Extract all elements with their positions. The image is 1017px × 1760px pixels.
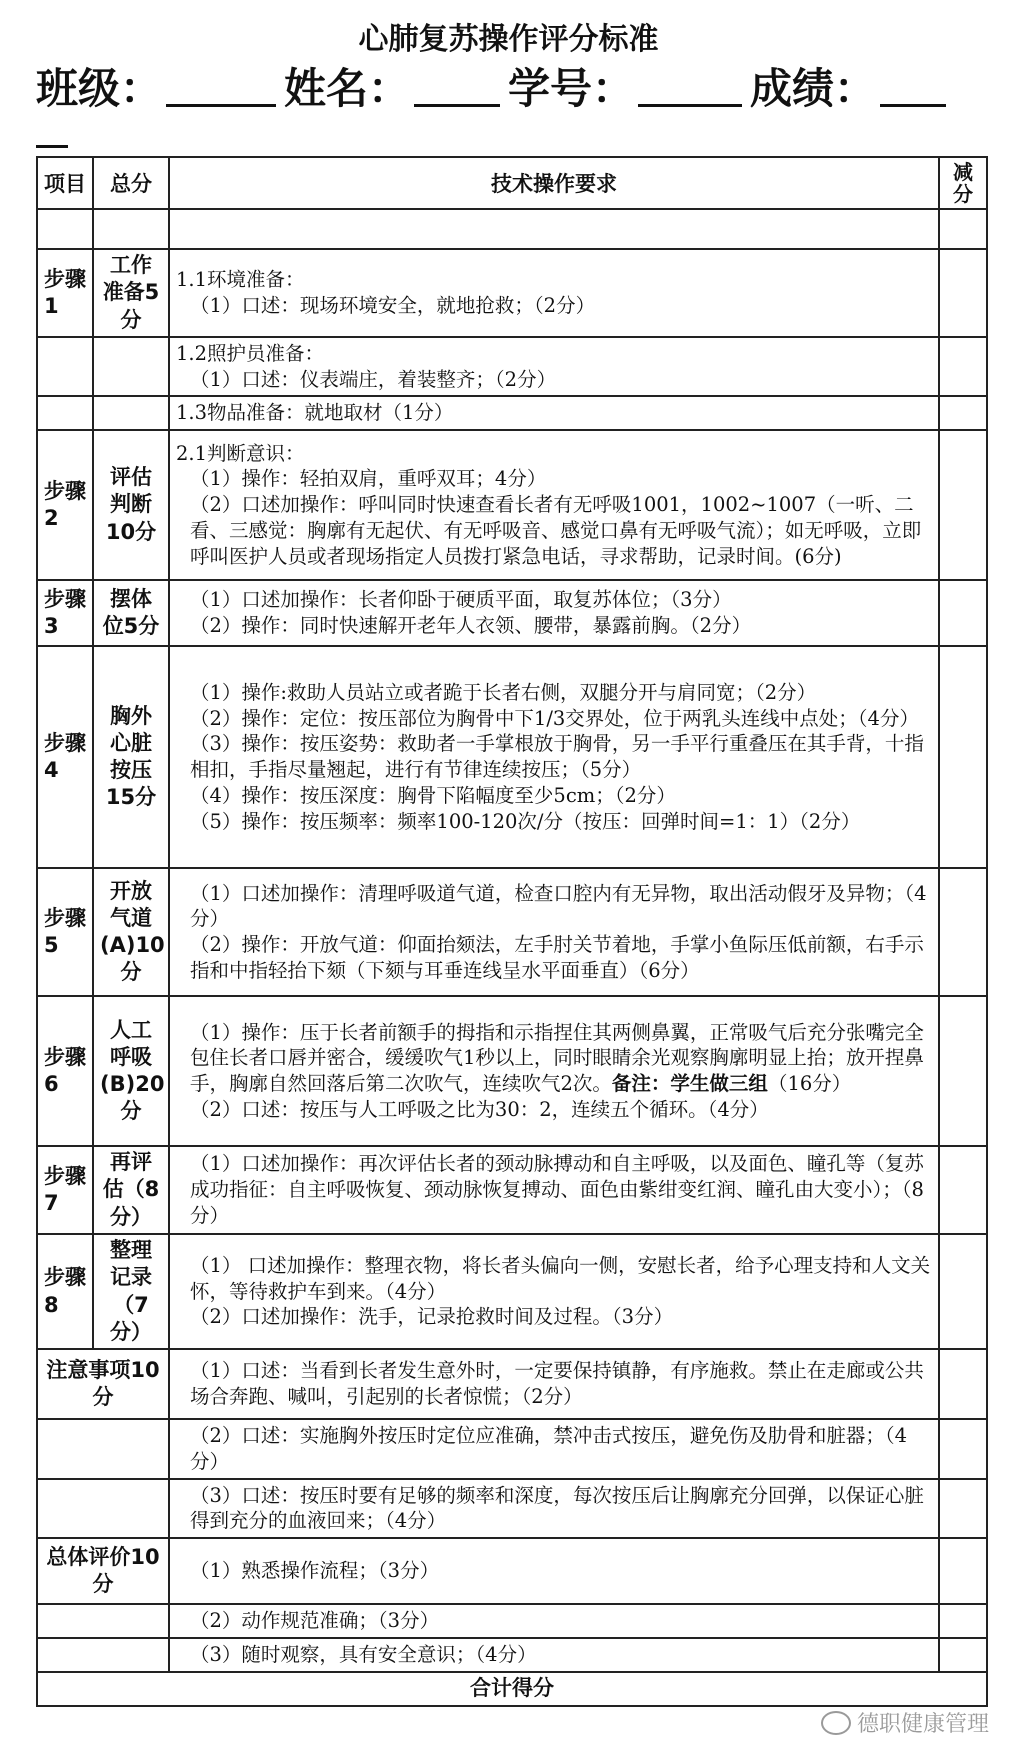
student-info-line bbox=[36, 56, 987, 116]
name-label: 姓名： bbox=[284, 64, 411, 113]
table-row bbox=[37, 996, 987, 1146]
requirement-cell: （2）口述：实施胸外按压时定位应准确，禁冲击式按压，避免伤及肋骨和脏器；（4分） bbox=[169, 1419, 939, 1478]
requirement-cell: （1）口述加操作：长者仰卧于硬质平面，取复苏体位；（3分） （2）操作：同时快速解开老年人衣领、腰带，暴露前胸。（2分） bbox=[169, 580, 939, 646]
grade-blank-continuation bbox=[36, 145, 68, 148]
total-row bbox=[37, 1672, 987, 1706]
requirement-cell: 1.2照护员准备： （1）口述：仪表端庄，着装整齐；（2分） bbox=[169, 337, 939, 396]
header-score: 总分 bbox=[93, 157, 169, 209]
id-label: 学号： bbox=[508, 64, 635, 113]
step-score: 再评估（8分） bbox=[93, 1146, 169, 1234]
header-deduction: 减分 bbox=[939, 157, 987, 209]
requirement-cell: 2.1判断意识： （1）操作：轻拍双肩，重呼双耳；4分） （2）口述加操作：呼叫同时快速查看长者有无呼吸1001，1002~1007（一听、二看、三感觉：胸廓有无起伏、有无呼吸音、感觉口鼻有无呼吸气流）；如无呼吸，立即呼叫医护人员或者现场指定人员拨打紧急电话，寻求帮助，记录时间。(6分) bbox=[169, 430, 939, 580]
deduction-cell[interactable] bbox=[939, 580, 987, 646]
deduction-cell[interactable] bbox=[939, 646, 987, 868]
table-row bbox=[37, 1604, 987, 1638]
name-blank[interactable] bbox=[414, 68, 500, 107]
deduction-cell[interactable] bbox=[939, 1638, 987, 1672]
table-row bbox=[37, 249, 987, 337]
step-score: 人工呼吸(B)20分 bbox=[93, 996, 169, 1146]
requirement-cell: （1）操作:救助人员站立或者跪于长者右侧，双腿分开与肩同宽；（2分） （2）操作：定位：按压部位为胸骨中下1/3交界处，位于两乳头连线中点处；（4分） （3）操作：按压姿势：救助者一手掌根放于胸骨，另一手平行重叠压在其手背，十指相扣，手指尽量翘起，进行有节律连续按压；（5分） （4）操作：按压深度：胸骨下陷幅度至少5cm；（2分） （5）操作：按压频率：频率100-120次/分（按压：回弹时间=1：1）（2分） bbox=[169, 646, 939, 868]
step-score: 摆体位5分 bbox=[93, 580, 169, 646]
step-label: 步骤8 bbox=[37, 1234, 93, 1349]
deduction-cell[interactable] bbox=[939, 1419, 987, 1478]
step-label: 步骤2 bbox=[37, 430, 93, 580]
step-score: 评估判断10分 bbox=[93, 430, 169, 580]
requirement-cell: （3）口述：按压时要有足够的频率和深度，每次按压后让胸廓充分回弹，以保证心脏得到充分的血液回来；（4分） bbox=[169, 1479, 939, 1538]
requirement-cell: （1）口述加操作：清理呼吸道气道，检查口腔内有无异物，取出活动假牙及异物；（4分） （2）操作：开放气道：仰面抬颏法，左手肘关节着地，手掌小鱼际压低前额，右手示指和中指轻抬下颏（下颏与耳垂连线呈水平面垂直）（6分） bbox=[169, 868, 939, 996]
page-title: 心肺复苏操作评分标准 bbox=[358, 22, 659, 57]
deduction-cell[interactable] bbox=[939, 1479, 987, 1538]
step-score: 整理记录（7分） bbox=[93, 1234, 169, 1349]
requirement-cell: （1）口述：当看到长者发生意外时，一定要保持镇静，有序施救。禁止在走廊或公共场合奔跑、喊叫，引起别的长者惊慌；（2分） bbox=[169, 1349, 939, 1419]
requirement-cell: （1）熟悉操作流程；（3分） bbox=[169, 1538, 939, 1604]
step-label: 步骤5 bbox=[37, 868, 93, 996]
table-row bbox=[37, 1234, 987, 1349]
step-label: 步骤4 bbox=[37, 646, 93, 868]
table-row bbox=[37, 1538, 987, 1604]
overall-label: 总体评价10分 bbox=[37, 1538, 169, 1604]
table-row bbox=[37, 580, 987, 646]
deduction-cell[interactable] bbox=[939, 209, 987, 249]
table-row bbox=[37, 1349, 987, 1419]
deduction-cell[interactable] bbox=[939, 1146, 987, 1234]
class-blank[interactable] bbox=[166, 68, 276, 107]
deduction-cell[interactable] bbox=[939, 337, 987, 396]
total-label: 合计得分 bbox=[37, 1672, 987, 1706]
step-score: 工作准备5分 bbox=[93, 249, 169, 337]
grade-blank[interactable] bbox=[880, 68, 946, 107]
deduction-cell[interactable] bbox=[939, 1234, 987, 1349]
step-score: 开放气道(A)10分 bbox=[93, 868, 169, 996]
step-label: 步骤3 bbox=[37, 580, 93, 646]
table-row bbox=[37, 337, 987, 396]
requirement-cell: （1）操作：压于长者前额手的拇指和示指捏住其两侧鼻翼，正常吸气后充分张嘴完全包住长者口唇并密合，缓缓吹气1秒以上，同时眼睛余光观察胸廓明显上抬；放开捏鼻手，胸廓自然回落后第二次吹气，连续吹气2次。备注：学生做三组（16分） （2）口述：按压与人工呼吸之比为30：2，连续五个循环。（4分） bbox=[169, 996, 939, 1146]
header-requirement: 技术操作要求 bbox=[169, 157, 939, 209]
notes-label: 注意事项10分 bbox=[37, 1349, 169, 1419]
table-row bbox=[37, 868, 987, 996]
requirement-cell: 1.1环境准备： （1）口述：现场环境安全，就地抢救；（2分） bbox=[169, 249, 939, 337]
deduction-cell[interactable] bbox=[939, 868, 987, 996]
header-row bbox=[37, 157, 987, 209]
id-blank[interactable] bbox=[638, 68, 742, 107]
table-row bbox=[37, 646, 987, 868]
table-row bbox=[37, 430, 987, 580]
table-row bbox=[37, 396, 987, 430]
wechat-logo-icon bbox=[821, 1711, 851, 1735]
requirement-cell: 1.3物品准备：就地取材（1分） bbox=[169, 396, 939, 430]
step-label: 步骤1 bbox=[37, 249, 93, 337]
class-label: 班级： bbox=[36, 64, 163, 113]
remark-text: 备注：学生做三组 bbox=[611, 1072, 768, 1096]
deduction-cell[interactable] bbox=[939, 430, 987, 580]
table-row bbox=[37, 1638, 987, 1672]
deduction-cell[interactable] bbox=[939, 1604, 987, 1638]
requirement-cell: （3）随时观察，具有安全意识；（4分） bbox=[169, 1638, 939, 1672]
deduction-cell[interactable] bbox=[939, 1349, 987, 1419]
table-row bbox=[37, 1419, 987, 1478]
watermark-text: 德职健康管理 bbox=[856, 1712, 989, 1737]
step-score: 胸外心脏按压15分 bbox=[93, 646, 169, 868]
step-label: 步骤7 bbox=[37, 1146, 93, 1234]
requirement-cell: （1）口述加操作：再次评估长者的颈动脉搏动和自主呼吸，以及面色、瞳孔等（复苏成功指征：自主呼吸恢复、颈动脉恢复搏动、面色由紫绀变红润、瞳孔由大变小）；（8分） bbox=[169, 1146, 939, 1234]
step-label: 步骤6 bbox=[37, 996, 93, 1146]
table-row bbox=[37, 1479, 987, 1538]
requirement-cell: （1） 口述加操作：整理衣物，将长者头偏向一侧，安慰长者，给予心理支持和人文关怀，等待救护车到来。（4分） （2）口述加操作：洗手，记录抢救时间及过程。（3分） bbox=[169, 1234, 939, 1349]
header-project: 项目 bbox=[37, 157, 93, 209]
requirement-cell: （2）动作规范准确；（3分） bbox=[169, 1604, 939, 1638]
deduction-cell[interactable] bbox=[939, 249, 987, 337]
scoring-table bbox=[36, 156, 988, 1707]
deduction-cell[interactable] bbox=[939, 1538, 987, 1604]
grade-label: 成绩： bbox=[750, 64, 877, 113]
watermark bbox=[821, 1707, 989, 1738]
table-row bbox=[37, 1146, 987, 1234]
empty-row bbox=[37, 209, 987, 249]
deduction-cell[interactable] bbox=[939, 996, 987, 1146]
deduction-cell[interactable] bbox=[939, 396, 987, 430]
